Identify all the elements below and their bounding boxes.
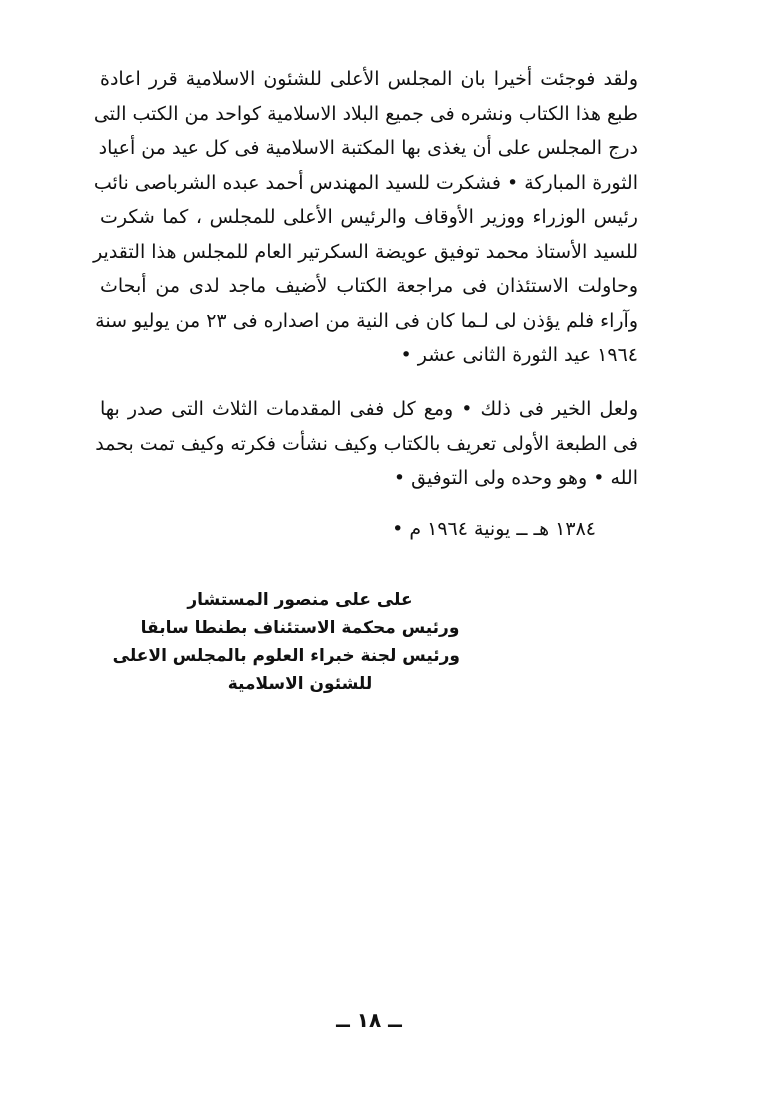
signature-title: ورئيس لجنة خبراء العلوم بالمجلس الاعلى	[112, 646, 460, 666]
signature-title: ورئيس محكمة الاستئناف بطنطا سابقا	[140, 618, 460, 638]
paragraph-line: رئيس الوزراء ووزير الأوقاف والرئيس الأعلى للمجلس ، كما شكرت	[100, 206, 638, 228]
paragraph-line: ١٩٦٤ عيد الثورة الثانى عشر •	[400, 344, 638, 366]
paragraph-line: للسيد الأستاذ محمد توفيق عويضة السكرتير العام للمجلس هذا التقدير	[93, 240, 638, 263]
paragraph-line: وحاولت الاستئذان فى مراجعة الكتاب لأضيف ماجد لدى من أبحاث	[100, 275, 638, 297]
signature-title: للشئون الاسلامية	[227, 674, 373, 694]
paragraph-line: ولعل الخير فى ذلك • ومع كل ففى المقدمات الثلاث التى صدر بها	[100, 398, 638, 420]
paragraph-acknowledgement	[93, 62, 638, 373]
paragraph-closing	[95, 392, 638, 496]
signature-block	[112, 586, 460, 698]
paragraph-line: طبع هذا الكتاب ونشره فى جميع البلاد الاسلامية كواحد من الكتب التى	[93, 102, 638, 125]
page-number: ــ ١٨ ــ	[336, 1008, 402, 1032]
paragraph-line: وآراء فلم يؤذن لى لـما كان فى النية من اصداره فى ٢٣ من يوليو سنة	[95, 309, 638, 332]
paragraph-line: الله • وهو وحده ولى التوفيق •	[393, 467, 638, 489]
paragraph-line: درج المجلس على أن يغذى بها المكتبة الاسلامية فى كل عيد من أعياد	[98, 137, 638, 159]
signature-name: على على منصور المستشار	[187, 590, 413, 610]
date-line: ١٣٨٤ هـ ــ يونية ١٩٦٤ م •	[392, 518, 596, 540]
paragraph-line: الثورة المباركة • فشكرت للسيد المهندس أحمد عبده الشرباصى نائب	[93, 171, 638, 194]
paragraph-line: فى الطبعة الأولى تعريف بالكتاب وكيف نشأت فكرته وكيف تمت بحمد	[95, 432, 638, 455]
paragraph-line: ولقد فوجئت أخيرا بان المجلس الأعلى للشئون الاسلامية قرر اعادة	[100, 68, 638, 90]
